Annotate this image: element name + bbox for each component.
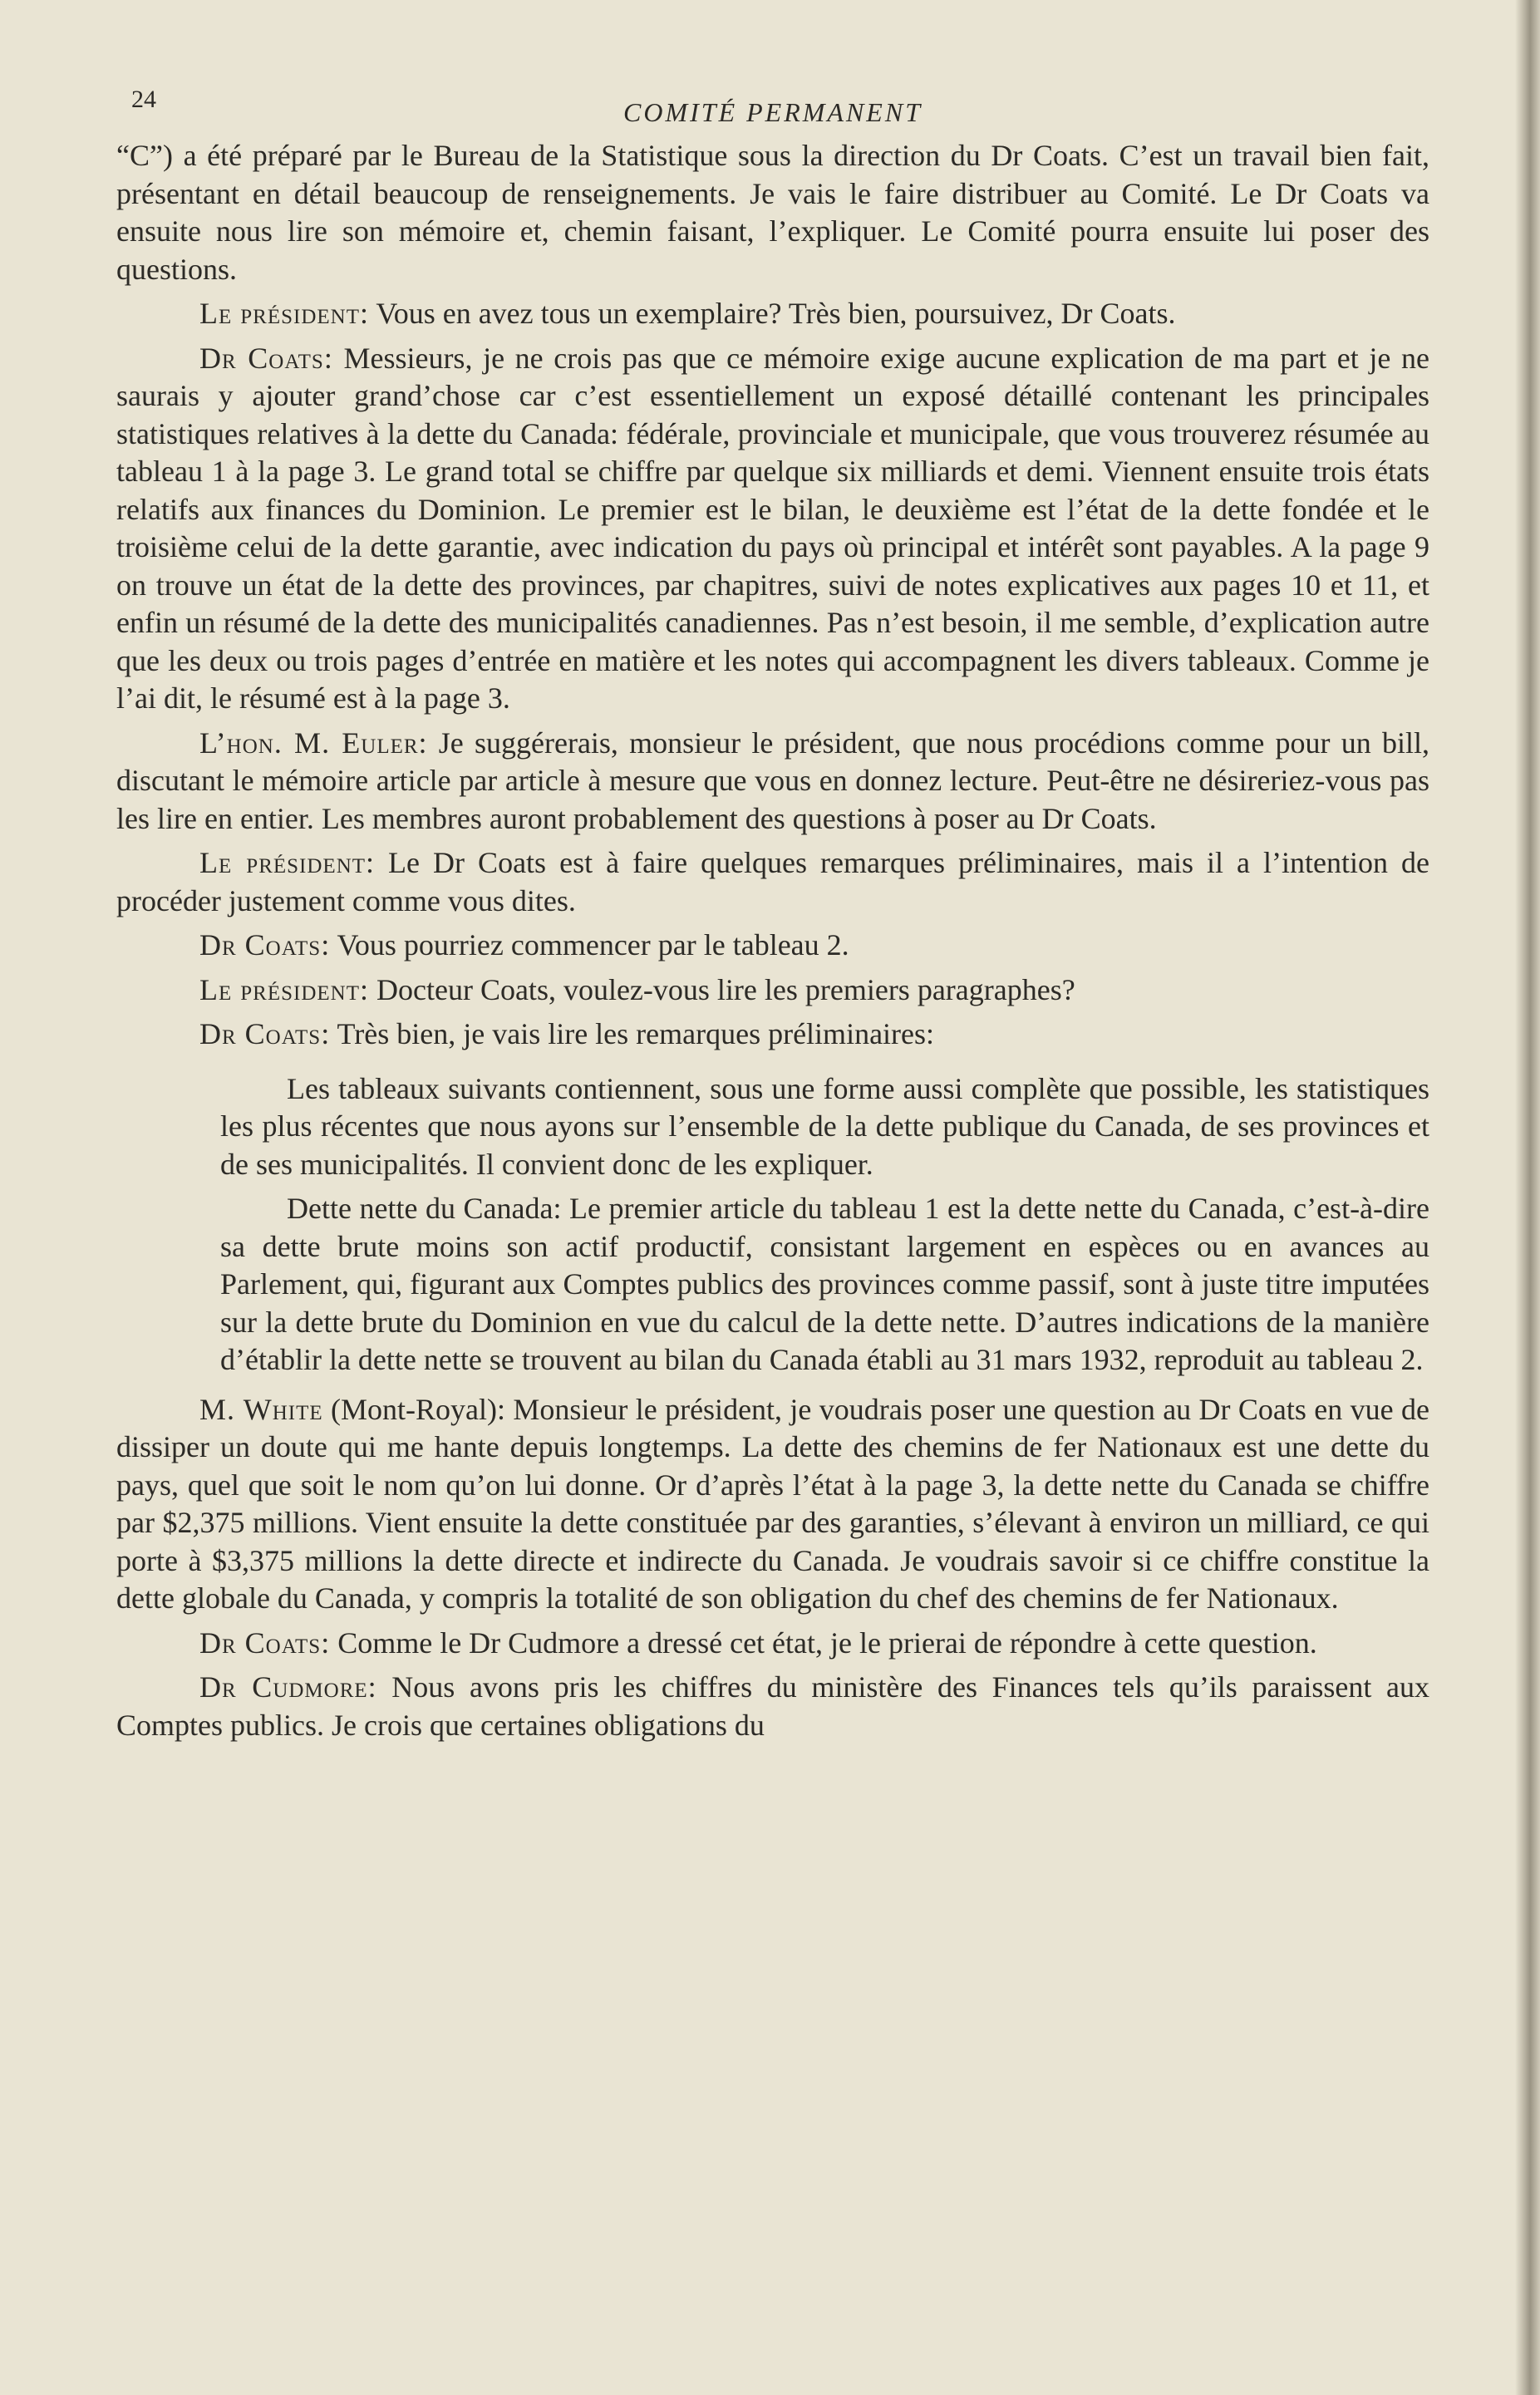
paragraph-text: Comme le Dr Cudmore a dressé cet état, je le prierai de répondre à cette question. (330, 1625, 1317, 1660)
speaker-label: Dr Cudmore: (199, 1670, 377, 1704)
quote-paragraph: Les tableaux suivants contiennent, sous une forme aussi complète que possible, les statistiques les plus récentes que nous ayons sur l’ensemble de la dette publique du Canada, de ses provinces et de ses municipalités. Il convient donc de les expliquer. (220, 1071, 1429, 1181)
paragraph (116, 725, 1429, 838)
paragraph-text: Nous avons pris les chiffres du ministère des Finances tels qu’ils paraissent aux Comptes publics. Je crois que certaines obligations du (116, 1670, 1430, 1742)
paragraph (116, 1391, 1429, 1618)
document-page (116, 79, 1429, 1751)
speaker-label: Le président: (199, 297, 369, 330)
speaker-label: Dr Coats: (199, 1017, 331, 1050)
paragraph (116, 971, 1429, 1010)
body-text (116, 137, 1429, 1744)
paragraph (116, 340, 1429, 718)
speaker-label: Dr Coats: (199, 341, 333, 375)
paragraph-text: Je suggérerais, monsieur le président, que nous procédions comme pour un bill, discutant le mémoire article par article à mesure que vous en donnez lecture. Peut-être ne désireriez-vous pas les lire en entier. Les membres auront probablement des questions à poser au Dr Coats. (116, 725, 1429, 835)
paragraph (116, 137, 1429, 288)
paragraph-text: Vous en avez tous un exemplaire? Très bien, poursuivez, Dr Coats. (369, 297, 1176, 330)
page-number: 24 (131, 86, 156, 113)
speaker-label: Dr Coats: (199, 928, 331, 961)
page-edge (1515, 0, 1540, 2395)
quoted-remarks (220, 1070, 1429, 1379)
paragraph-text: “C”) a été préparé par le Bureau de la Statistique sous la direction du Dr Coats. C’est un travail bien fait, présentant en détail beaucoup de renseignements. Je vais le faire distribuer au Comité. Le Dr Coats va ensuite nous lire son mémoire et, chemin faisant, l’expliquer. Le Comité pourra ensuite lui poser des questions. (116, 139, 1429, 286)
speaker-label: Dr Coats: (199, 1625, 331, 1660)
paragraph (116, 1625, 1429, 1663)
paragraph-text: Très bien, je vais lire les remarques préliminaires: (330, 1017, 935, 1050)
running-title: COMITÉ PERMANENT (623, 97, 923, 127)
speaker-label: M. White (199, 1392, 323, 1426)
paragraph (116, 1016, 1429, 1054)
speaker-label: Le président: (199, 846, 376, 879)
paragraph-text: Vous pourriez commencer par le tableau 2. (330, 928, 849, 961)
speaker-label: L’hon. M. Euler: (199, 725, 428, 760)
paragraph (116, 844, 1429, 920)
paragraph-text: Docteur Coats, voulez-vous lire les premiers paragraphes? (369, 972, 1075, 1006)
paragraph (116, 927, 1429, 965)
speaker-label: Le président: (199, 972, 369, 1006)
page-header (116, 79, 1429, 137)
quote-paragraph: Dette nette du Canada: Le premier article du tableau 1 est la dette nette du Canada, c’est-à-dire sa dette brute moins son actif productif, consistant largement en espèces ou en avances au Parlement, qui, figurant aux Comptes publics des provinces comme passif, sont à juste titre imputées sur la dette brute du Dominion en vue du calcul de la dette nette. D’autres indications de la manière d’établir la dette nette se trouvent au bilan du Canada établi au 31 mars 1932, reproduit au tableau 2. (220, 1192, 1429, 1376)
paragraph-text: Le Dr Coats est à faire quelques remarques préliminaires, mais il a l’intention de procéder justement comme vous dites. (116, 846, 1429, 917)
paragraph-text: Messieurs, je ne crois pas que ce mémoire exige aucune explication de ma part et je ne saurais y ajouter grand’chose car c’est essentiellement un exposé détaillé contenant les principales statistiques relatives à la dette du Canada: fédérale, provinciale et municipale, que vous trouverez résumée au tableau 1 à la page 3. Le grand total se chiffre par quelque six milliards et demi. Viennent ensuite trois états relatifs aux finances du Dominion. Le premier est le bilan, le deuxième est l’état de la dette fondée et le troisième celui de la dette garantie, avec indication du pays où principal et intérêt sont payables. A la page 9 on trouve un état de la dette des provinces, par chapitres, suivi de notes explicatives aux pages 10 et 11, et enfin un résumé de la dette des municipalités canadiennes. Pas n’est besoin, il me semble, d’explication autre que les deux ou trois pages d’entrée en matière et les notes qui accompagnent les divers tableaux. Comme je l’ai dit, le résumé est à la page 3. (116, 341, 1429, 715)
paragraph (116, 295, 1429, 333)
paragraph (116, 1669, 1429, 1744)
paragraph-text: (Mont-Royal): Monsieur le président, je voudrais poser une question au Dr Coats en vue de dissiper un doute qui me hante depuis longtemps. La dette des chemins de fer Nationaux est une dette du pays, quel que soit le nom qu’on lui donne. Or d’après l’état à la page 3, la dette nette du Canada se chiffre par $2,375 millions. Vient ensuite la dette constituée par des garanties, s’élevant à environ un milliard, ce qui porte à $3,375 millions la dette directe et indirecte du Canada. Je voudrais savoir si ce chiffre constitue la dette globale du Canada, y compris la totalité de son obligation du chef des chemins de fer Nationaux. (116, 1392, 1429, 1615)
